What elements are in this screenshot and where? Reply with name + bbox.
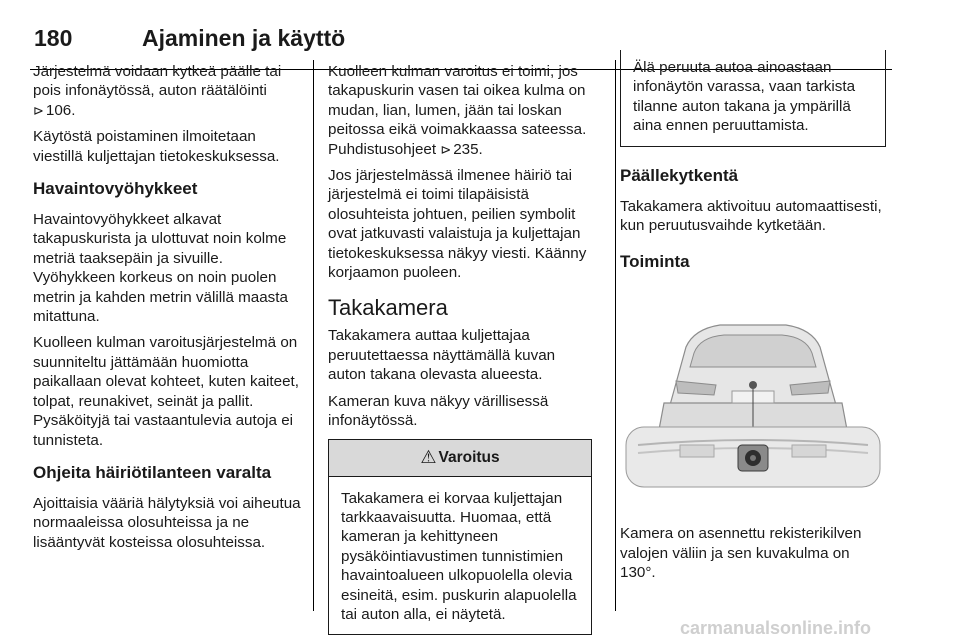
dirt-paragraph: Kuolleen kulman varoitus ei toimi, jos takapuskurin vasen tai oikea kulma on mudan, lian, lumen, jään tai loskan peitossa eikä voimakkaassa sateessa. Puhdistusohjeet ⊳ 235.	[328, 63, 587, 158]
warning-box	[328, 439, 592, 636]
warning-body	[329, 477, 591, 635]
rear-window	[690, 335, 816, 367]
malfunction-paragraph: Jos järjestelmässä ilmenee häiriö tai järjestelmä ei toimi tilapäisistä olosuhteista johtuen, peilien symbolit ovat jatkuvasti valaistuja ja kuljettajan tietokeskuksessa näkyy viesti. Käänny korjaamon puoleen.	[328, 167, 587, 282]
zones-paragraph: Havaintovyöhykkeet alkavat takapuskurista ja ulottuvat noin kolme metriä taaksepäin ja sivuille. Vyöhykkeen korkeus on noin puolen metrin ja kahden metrin välillä maasta mitattuna.	[33, 211, 288, 326]
page-reference: 106.	[45, 101, 76, 119]
heading-function: Toiminta	[620, 252, 690, 272]
column-3	[620, 52, 886, 590]
camera-position-paragraph: Kamera on asennettu rekisterikilven valojen väliin ja sen kuvakulma on 130°.	[620, 525, 862, 582]
heading-zones: Havaintovyöhykkeet	[33, 179, 198, 199]
page-reference-icon: ⊳	[440, 141, 452, 157]
page-header	[30, 22, 886, 52]
activation-paragraph: Takakamera aktivoituu automaattisesti, kun peruutusvaihde kytketään.	[620, 197, 882, 235]
column-1	[33, 62, 305, 559]
heading-faults: Ohjeita häiriötilanteen varalta	[33, 462, 272, 482]
faults-paragraph: Ajoittaisia vääriä hälytyksiä voi aiheutua normaaleissa olosuhteissa ja ne lisääntyvät kosteissa olosuhteissa.	[33, 494, 301, 551]
warning-icon: ⚠	[420, 447, 437, 467]
camera-lens-small-icon	[749, 381, 757, 389]
warning-continuation-box	[620, 50, 886, 147]
warning-continuation-text: Älä peruuta autoa ainoastaan infonäytön varassa, vaan tarkista tilanne auton takana ja ympärillä aina ennen peruuttamista.	[633, 59, 856, 135]
blind-spot-paragraph: Kuolleen kulman varoitusjärjestelmä on suunniteltu jättämään huomiotta paikallaan olevat kohteet, kuten kaiteet, tolpat, reunakivet, seinät ja pallit. Pysäköityjä tai vastaantulevia autoja ei tunnisteta.	[33, 334, 299, 449]
page-reference-icon: ⊳	[33, 102, 44, 118]
column-2	[328, 62, 592, 635]
column-divider-right	[615, 60, 616, 611]
warning-title: Varoitus	[438, 448, 500, 466]
camera-display-paragraph: Kameran kuva näkyy värillisessä infonäytössä.	[328, 392, 549, 430]
page-number: 180	[34, 25, 73, 51]
warning-header	[329, 440, 591, 477]
column-divider-left	[313, 60, 314, 611]
page-reference: 235.	[453, 140, 483, 158]
deactivation-paragraph: Käytöstä poistaminen ilmoitetaan viestillä kuljettajan tietokeskuksessa.	[33, 128, 280, 165]
section-title: Ajaminen ja käyttö	[142, 25, 346, 51]
heading-activation: Päällekytkentä	[620, 165, 739, 185]
warning-text: Takakamera ei korvaa kuljettajan tarkkaavaisuutta. Huomaa, että kameran ja kehittyneen pysäköintiavustimen tunnistimien havaintoalueen ulkopuolella olevia esineitä, esim. puskurin alapuolella tai auton alla, ei näytetä.	[341, 489, 577, 623]
rear-camera-illustration	[620, 295, 886, 511]
intro-paragraph: Järjestelmä voidaan kytkeä päälle tai pois infonäytössä, auton räätälöinti ⊳ 106.	[33, 63, 282, 119]
heading-rear-camera: Takakamera	[328, 295, 448, 321]
watermark: carmanualsonline.info	[680, 618, 872, 638]
camera-intro-paragraph: Takakamera auttaa kuljettajaa peruutettaessa näyttämällä kuvan auton takana olevasta alueesta.	[328, 327, 556, 384]
